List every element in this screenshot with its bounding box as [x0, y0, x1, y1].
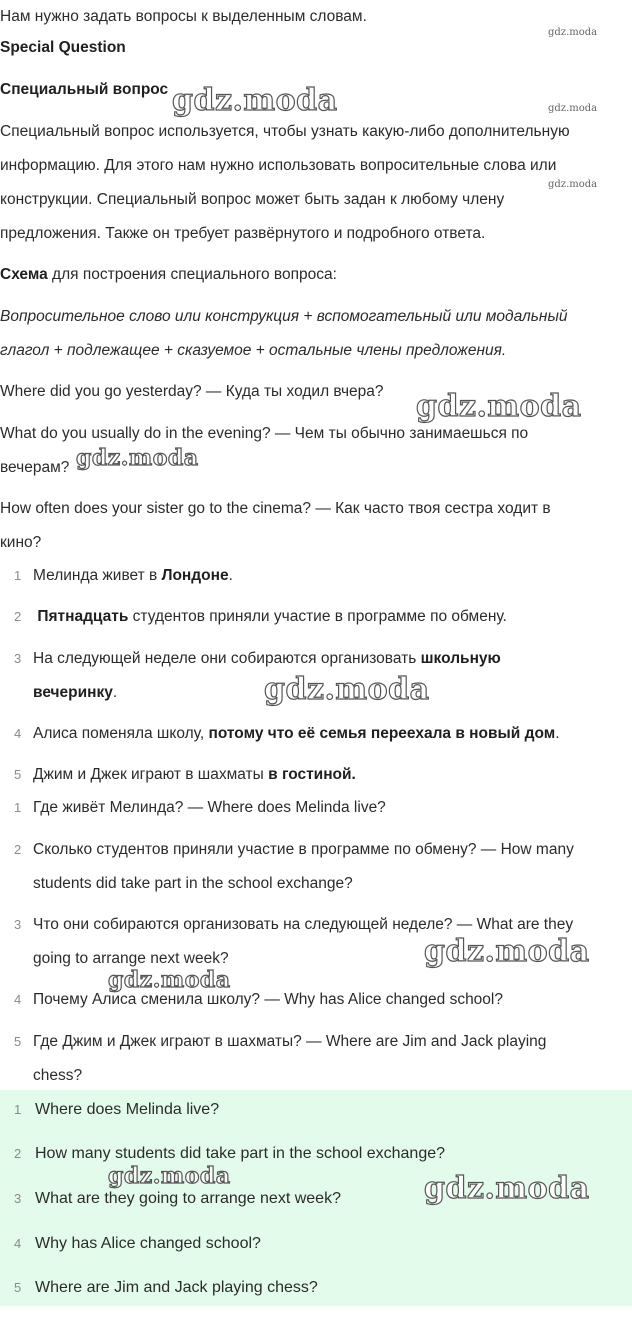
watermark: gdz.moda: [172, 83, 338, 118]
item-number: 3: [14, 1191, 22, 1206]
item-number: 2: [14, 609, 22, 624]
answer-item: 5 Where are Jim and Jack playing chess?: [0, 1271, 630, 1305]
translation-item: 3 Что они собираются организовать на следующей неделе? — What are they going to arrange next week?: [0, 908, 630, 976]
translation-item: 1 Где живёт Мелинда? — Where does Melinda live?: [0, 791, 630, 825]
watermark-small: gdz.moda: [548, 27, 598, 38]
translation-item: 5 Где Джим и Джек играют в шахматы? — Where are Jim and Jack playing chess?: [0, 1025, 630, 1093]
item-number: 4: [14, 1236, 22, 1251]
heading-special-question-en: Special Question: [0, 39, 126, 56]
item-number: 5: [14, 767, 22, 782]
item-number: 4: [14, 726, 22, 741]
task-item: 5 Джим и Джек играют в шахматы в гостиной.: [0, 758, 630, 792]
answer-item: 3 What are they going to arrange next week?: [0, 1182, 630, 1216]
watermark-small: gdz.moda: [548, 179, 598, 190]
translation-item: 4 Почему Алиса сменила школу? — Why has Alice changed school?: [0, 983, 630, 1017]
item-number: 3: [14, 651, 22, 666]
item-number: 5: [14, 1034, 22, 1049]
watermark: gdz.moda: [76, 445, 199, 471]
watermark: gdz.moda: [424, 934, 590, 969]
item-number: 3: [14, 917, 22, 932]
explanation-line: Специальный вопрос используется, чтобы узнать какую-либо дополнительную: [0, 123, 570, 140]
answer-item: 2 How many students did take part in the school exchange?: [0, 1137, 630, 1171]
explanation-line: предложения. Также он требует развёрнутого и подробного ответа.: [0, 225, 486, 242]
task-item: 1 Мелинда живет в Лондоне.: [0, 559, 630, 593]
example-sentence: кино?: [0, 534, 42, 551]
item-number: 5: [14, 1280, 22, 1295]
item-number: 1: [14, 800, 22, 815]
task-item: 4 Алиса поменяла школу, потому что её семья переехала в новый дом.: [0, 717, 630, 751]
watermark: gdz.moda: [108, 967, 231, 993]
explanation-line: информацию. Для этого нам нужно использовать вопросительные слова или: [0, 157, 557, 174]
heading-special-question-ru: Специальный вопрос: [0, 81, 169, 98]
explanation-line: конструкции. Специальный вопрос может быть задан к любому члену: [0, 191, 505, 208]
translation-item: 2 Сколько студентов приняли участие в программе по обмену? — How many students did take part in the school exchange?: [0, 833, 630, 901]
example-sentence: How often does your sister go to the cinema? — Как часто твоя сестра ходит в: [0, 500, 551, 517]
example-sentence: Where did you go yesterday? — Куда ты ходил вчера?: [0, 383, 384, 400]
item-number: 1: [14, 1102, 22, 1117]
example-sentence: What do you usually do in the evening? — Чем ты обычно занимаешься по: [0, 425, 529, 442]
answer-item: 4 Why has Alice changed school?: [0, 1227, 630, 1261]
task-item: 2 Пятнадцать студентов приняли участие в программе по обмену.: [0, 600, 630, 634]
scheme-heading: Схема для построения специального вопроса:: [0, 266, 337, 283]
watermark-small: gdz.moda: [548, 103, 598, 114]
scheme-formula: Вопросительное слово или конструкция + вспомогательный или модальный: [0, 308, 568, 325]
item-number: 2: [14, 842, 22, 857]
watermark: gdz.moda: [416, 389, 582, 424]
watermark: gdz.moda: [264, 672, 430, 707]
intro-text: Нам нужно задать вопросы к выделенным словам.: [0, 8, 367, 25]
example-sentence: вечерам?: [0, 459, 70, 476]
watermark: gdz.moda: [108, 1163, 231, 1189]
scheme-formula: глагол + подлежащее + сказуемое + остальные члены предложения.: [0, 342, 507, 359]
item-number: 2: [14, 1146, 22, 1161]
item-number: 1: [14, 568, 22, 583]
item-number: 4: [14, 992, 22, 1007]
task-item: 3 На следующей неделе они собираются организовать школьную вечеринку.: [0, 642, 630, 710]
watermark: gdz.moda: [424, 1171, 590, 1206]
answer-item: 1 Where does Melinda live?: [0, 1093, 630, 1127]
